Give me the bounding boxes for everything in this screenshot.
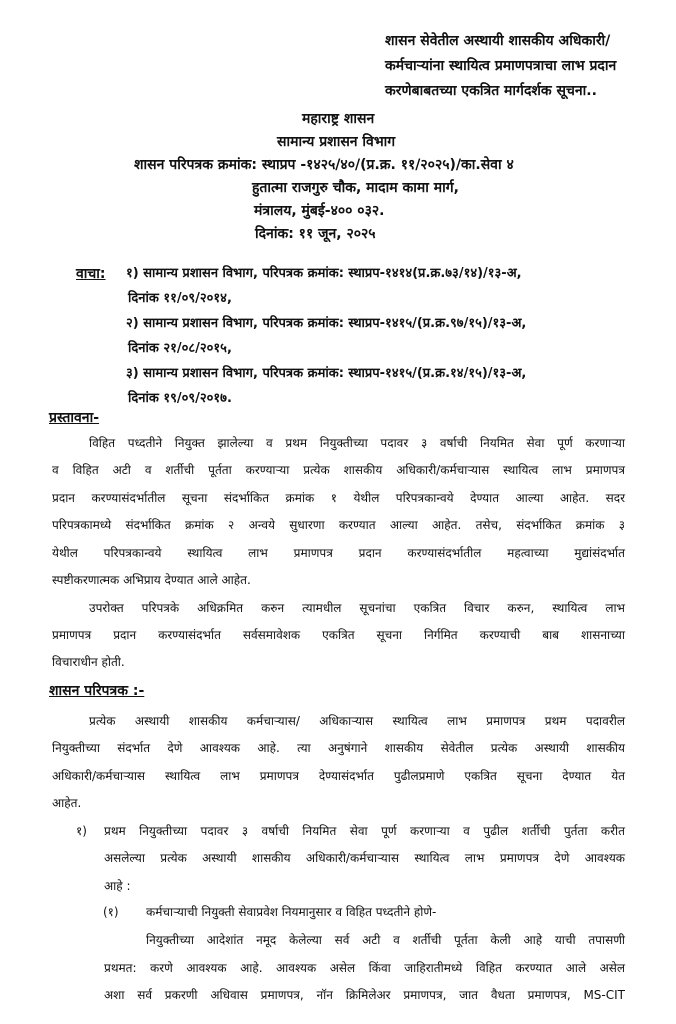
subpoint-line: प्रथमत: करणे आवश्यक आहे. आवश्यक असेल किंवा जाहिरातीमध्ये विहित करण्यात आले असेल [104, 961, 625, 975]
subject-line: करणेबाबतच्या एकत्रित मार्गदर्शक सूचना.. [385, 83, 597, 99]
reference-line: दिनांक १९/०९/२०१७. [128, 391, 232, 406]
preamble-paragraph-line: येथील परिपत्रकान्वये स्थायित्व लाभ प्रमाणपत्र प्रदान करण्यासंदर्भातील महत्वाच्या मुद्यांसंदर्भात [52, 546, 625, 560]
subpoint-line: नियुक्तीच्या आदेशांत नमूद केलेल्या सर्व अटी व शर्तीची पूर्तता केली आहे याची तपासणी [146, 933, 625, 947]
subject-line: कर्मचाऱ्यांना स्थायित्व प्रमाणपत्राचा लाभ प्रदान [385, 58, 617, 74]
point-line: आहे : [104, 879, 131, 893]
reference-line: ३) सामान्य प्रशासन विभाग, परिपत्रक क्रमांक: स्थाप्रप-१४१५/(प्र.क्र.१४/१५)/१३-अ, [126, 366, 527, 381]
preamble-paragraph-line: विहित पध्दतीने नियुक्त झालेल्या व प्रथम नियुक्तीच्या पदावर ३ वर्षाची नियमित सेवा पूर्ण करणाऱ्या [89, 436, 625, 450]
reference-line: २) सामान्य प्रशासन विभाग, परिपत्रक क्रमांक: स्थाप्रप-१४१५/(प्र.क्र.९७/१५)/१३-अ, [126, 316, 527, 331]
preamble-paragraph-line: उपरोक्त परिपत्रके अधिक्रमित करुन त्यामधील सूचनांचा एकत्रित विचार करुन, स्थायित्व लाभ [89, 601, 625, 615]
circular-heading-text: शासन परिपत्रक :- [49, 683, 145, 699]
subpoint-title: कर्मचाऱ्याची नियुक्ती सेवाप्रवेश नियमानुसार व विहित पध्दतीने होणे- [146, 905, 437, 919]
subpoint-number: (१) [103, 905, 119, 919]
reference-line: दिनांक २१/०८/२०१५, [128, 341, 232, 356]
preamble-heading: प्रस्तावना- [49, 410, 100, 426]
point-line: असलेल्या प्रत्येक अस्थायी शासकीय अधिकारी/कर्मचाऱ्यास स्थायित्व लाभ प्रमाणपत्र देणे आवश्यक [104, 851, 625, 865]
reference-line: दिनांक ११/०९/२०१४, [128, 291, 232, 306]
subpoint-line: अशा सर्व प्रकरणी अधिवास प्रमाणपत्र, नॉन क्रिमिलेअर प्रमाणपत्र, जात वैधता प्रमाणपत्र, MS-CIT [104, 988, 625, 1002]
subject-line: शासन सेवेतील अस्थायी शासकीय अधिकारी/ [385, 33, 611, 49]
circular-paragraph-line: आहेत. [52, 796, 82, 810]
government-name: महाराष्ट्र शासन [302, 111, 375, 127]
preamble-paragraph-line: व विहित अटी व शर्तीची पूर्तता करण्याऱ्या प्रत्येक शासकीय अधिकारी/कर्मचाऱ्यास स्थायित्व लाभ प्रमाणपत्र [52, 463, 625, 477]
circular-heading [49, 683, 144, 700]
department-name: सामान्य प्रशासन विभाग [277, 134, 396, 150]
point-line: प्रथम नियुक्तीच्या पदावर ३ वर्षाची नियमित सेवा पूर्ण करणाऱ्या व पुढील शर्तीची पुर्तता करीत [104, 824, 625, 838]
preamble-paragraph-line: प्रदान करण्यासंदर्भातील सूचना संदर्भाकित क्रमांक १ येथील परिपत्रकान्वये देण्यात आल्या आहेत. सदर [52, 491, 625, 505]
point-number: १) [76, 824, 87, 838]
address-line: मंत्रालय, मुंबई-४०० ०३२. [254, 203, 385, 219]
preamble-paragraph-line: विचाराधीन होती. [52, 655, 125, 669]
circular-paragraph-line: नियुक्तीच्या संदर्भात देणे आवश्यक आहे. त्या अनुषंगाने शासकीय सेवेतील प्रत्येक अस्थायी शासकीय [52, 741, 625, 755]
preamble-paragraph-line: परिपत्रकामध्ये संदर्भाकित क्रमांक २ अन्वये सुधारणा करण्यात आल्या आहेत. तसेच, संदर्भाकित क्रमांक ३ [52, 518, 625, 532]
references-label: वाचा: [76, 266, 106, 282]
circular-paragraph-line: अधिकारी/कर्मचाऱ्यास स्थायित्व लाभ प्रमाणपत्र देण्यासंदर्भात पुढीलप्रमाणे एकत्रित सूचना देण्यात येत [52, 769, 625, 783]
circular-paragraph-line: प्रत्येक अस्थायी शासकीय कर्मचाऱ्यास/ अधिकाऱ्यास स्थायित्व लाभ प्रमाणपत्र प्रथम पदावरील [89, 714, 625, 728]
preamble-paragraph-line: स्पष्टीकरणात्मक अभिप्राय देण्यात आले आहेत. [52, 573, 251, 587]
preamble-paragraph-line: प्रमाणपत्र प्रदान करण्यासंदर्भात सर्वसमावेशक एकत्रित सूचना निर्गमित करण्याची बाब शासनाच्या [52, 628, 625, 642]
address-line: हुतात्मा राजगुरु चौक, मादाम कामा मार्ग, [252, 180, 459, 196]
circular-date: दिनांक: ११ जून, २०२५ [255, 226, 376, 242]
reference-line: १) सामान्य प्रशासन विभाग, परिपत्रक क्रमांक: स्थाप्रप-१४१४(प्र.क्र.७३/१४)/१३-अ, [126, 266, 522, 281]
circular-number: शासन परिपत्रक क्रमांक: स्थाप्रप -१४२५/४०/(प्र.क्र. ११/२०२५)/का.सेवा ४ [134, 157, 514, 173]
